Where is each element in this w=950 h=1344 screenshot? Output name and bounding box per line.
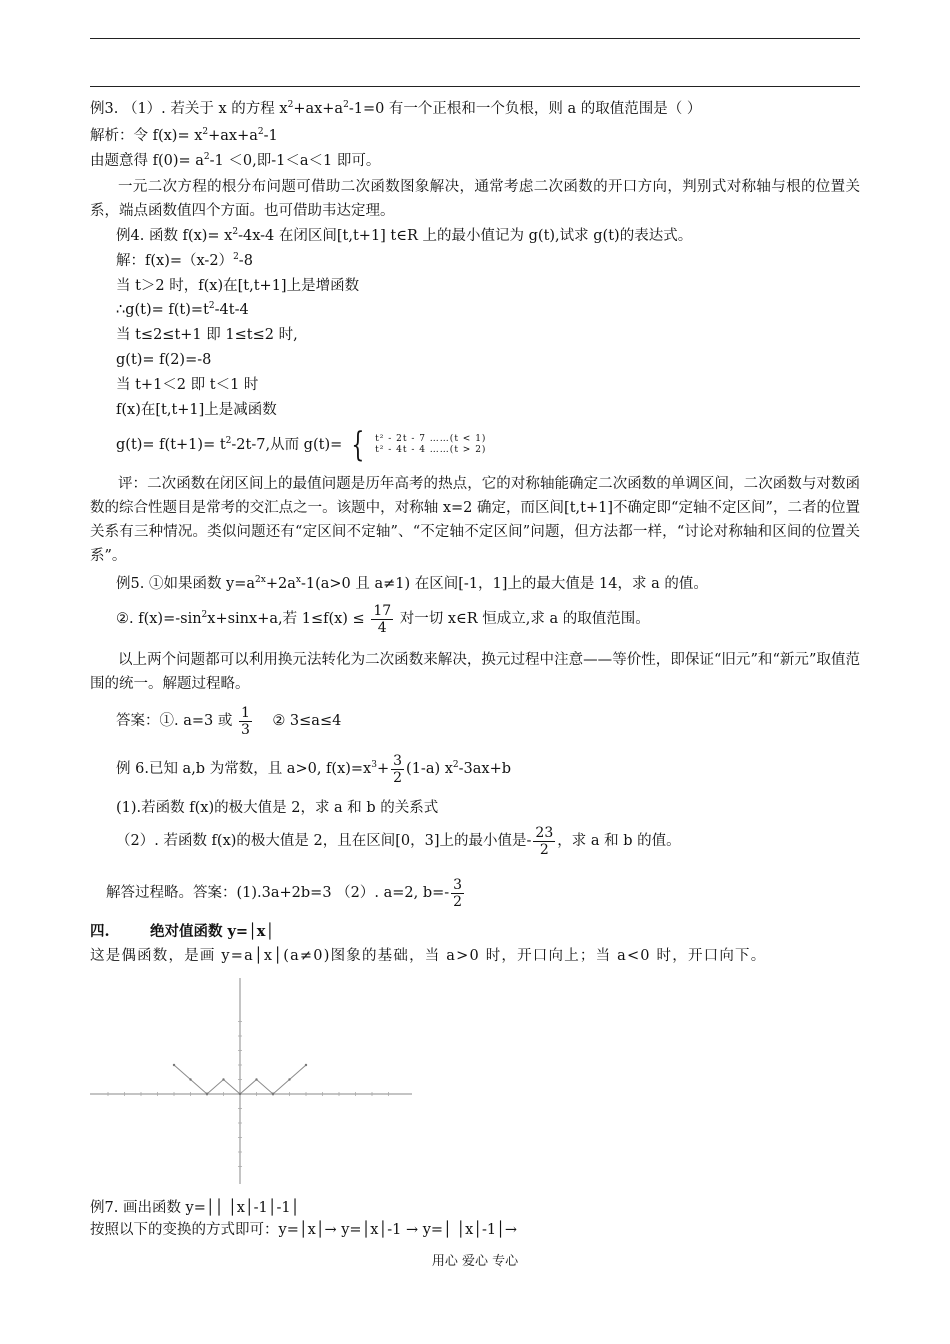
ex7-line2: 按照以下的变换的方式即可：y=│x│→ y=│x│-1 → y=│ │x│-1│→ — [90, 1222, 518, 1238]
page-footer: 用心 爱心 专心 — [431, 1254, 519, 1269]
piecewise-cases — [375, 434, 486, 456]
header-rule-top — [90, 38, 860, 39]
ex5-answer: 答案：①. a=3 或 $\frac{1}{3}$ ② 3≤a≤4 — [116, 704, 342, 738]
ex3-line3: 由题意得 $f(0)= a^2-1 <0$,即-1＜a＜1 即可。 — [90, 152, 381, 169]
ex4-line4: ∴g(t)= $f(t)=t^2-4t-4$ — [116, 301, 249, 318]
ex4-comment: 评：二次函数在闭区间上的最值问题是历年高考的热点，它的对称轴能确定二次函数的单调区间，二次函数与对数函数的综合性题目是常考的交汇点之一。该题中，对称轴 x=2 确定，而区间[t,t+1]不确定即“定轴不定区间”，二者的位置关系有三种情况。类似问题还有“定区间不定轴”、“不定轴不定区间”问题，但方法都一样，“讨论对称轴和区间的位置关系”。 — [90, 476, 860, 564]
ex6-line2: (1).若函数 f(x)的极大值是 2，求 a 和 b 的关系式 — [116, 800, 439, 816]
graph-point — [255, 1078, 257, 1080]
graph-point — [239, 1093, 241, 1095]
fraction-3-2-answer: $\frac{3}{2}$ — [453, 876, 463, 910]
ex4-line3: 当 t＞2 时，f(x)在[t,t+1]上是增函数 — [116, 278, 360, 294]
ex6-answer: 解答过程略。答案：(1).3a+2b=3 （2）. a=2, b=- $\frac{3}{2}$ — [106, 876, 463, 910]
graph-point — [222, 1078, 224, 1080]
graph-point — [305, 1064, 307, 1066]
graph-point — [206, 1093, 208, 1095]
piecewise-case-1: t² - 2t - 7 ……(t < 1) — [375, 434, 487, 444]
section-4-title: 绝对值函数 y=│x│ — [149, 923, 275, 940]
section-4-description: 这是偶函数，是画 y=a│x│(a≠0)图象的基础，当 a>0 时，开口向上；当 a<0 时，开口向下。 — [90, 948, 767, 964]
graph-axes — [90, 978, 412, 1184]
ex6-line3: （2）. 若函数 f(x)的极大值是 2，且在区间[0，3]上的最小值是- $\frac{23}{2}$ ，求 a 和 b 的值。 — [116, 824, 681, 858]
piecewise-brace: { — [351, 425, 365, 465]
ex3-line1: 例3. （1）. 若关于 x 的方程 $x^2+ax+a^2-1=0$ 有一个正根和一个负根，则 a 的取值范围是（ ） — [90, 100, 702, 117]
ex6-line1: 例 6.已知 a,b 为常数，且 a>0, $f(x)=x^3+$ $\frac{3}{2}$ (1-a) $x^2-3ax+b$ — [116, 752, 512, 786]
ex4-line2: 解：$f(x)=(x-2)^2-8$ — [116, 252, 253, 269]
ex5-paragraph: 以上两个问题都可以利用换元法转化为二次函数来解决，换元过程中注意——等价性，即保证“旧元”和“新元”取值范围的统一。解题过程略。 — [90, 652, 860, 692]
ex3-line2: 解析：令 $f(x)= x^2+ax+a^2-1$ — [90, 127, 278, 144]
ex5-line2: ②. $f(x)=-\sin^2x+\sin x+a$,若 1≤f(x) ≤ $\frac{17}{4}$ 对一切 x∈R 恒成立,求 a 的取值范围。 — [116, 602, 650, 636]
piecewise-case-2: t² - 4t - 4 ……(t > 2) — [375, 445, 487, 455]
graph-point — [288, 1078, 290, 1080]
ex4-line1: 例4. 函数 $f(x)= x^2-4x-4$ 在闭区间[t,t+1] t∈R 上的最小值记为 g(t),试求 g(t)的表达式。 — [116, 227, 693, 244]
section-4-number: 四. — [90, 923, 110, 940]
header-rule-bottom — [90, 86, 860, 87]
ex4-line7: 当 t+1＜2 即 t＜1 时 — [116, 377, 259, 393]
fraction-17-4: $\frac{17}{4}$ — [373, 602, 392, 636]
graph-point — [173, 1064, 175, 1066]
fraction-1-3: $\frac{1}{3}$ — [240, 704, 250, 738]
ex4-line8: f(x)在[t,t+1]上是减函数 — [116, 402, 277, 418]
ex3-paragraph: 一元二次方程的根分布问题可借助二次函数图象解决，通常考虑二次函数的开口方向，判别式对称轴与根的位置关系，端点函数值四个方面。也可借助韦达定理。 — [90, 179, 860, 219]
ex4-line9: $g(t)= f(t+1)= t^2-2t-7$,从而 g(t)= { t² - 2t - 7 ……(t < 1) t² - 4t - 4 ……(t > 2) — [116, 425, 487, 465]
ex4-line5: 当 t≤2≤t+1 即 1≤t≤2 时, — [116, 327, 298, 343]
ex5-line1: 例5. ①如果函数 $y=a^{2x}+2a^x-1(a>0$ 且 a≠1) 在区间[-1，1]上的最大值是 14，求 a 的值。 — [116, 575, 708, 592]
ex4-line6: g(t)= f(2)=-8 — [116, 352, 212, 368]
abs-value-graph — [90, 972, 412, 1190]
graph-point — [189, 1078, 191, 1080]
graph-point — [272, 1093, 274, 1095]
fraction-3-2: $\frac{3}{2}$ — [393, 752, 403, 786]
section-4-heading — [90, 922, 274, 942]
ex7-line1: 例7. 画出函数 y=││ │x│-1│-1│ — [90, 1200, 300, 1216]
fraction-23-2: $\frac{23}{2}$ — [535, 824, 554, 858]
